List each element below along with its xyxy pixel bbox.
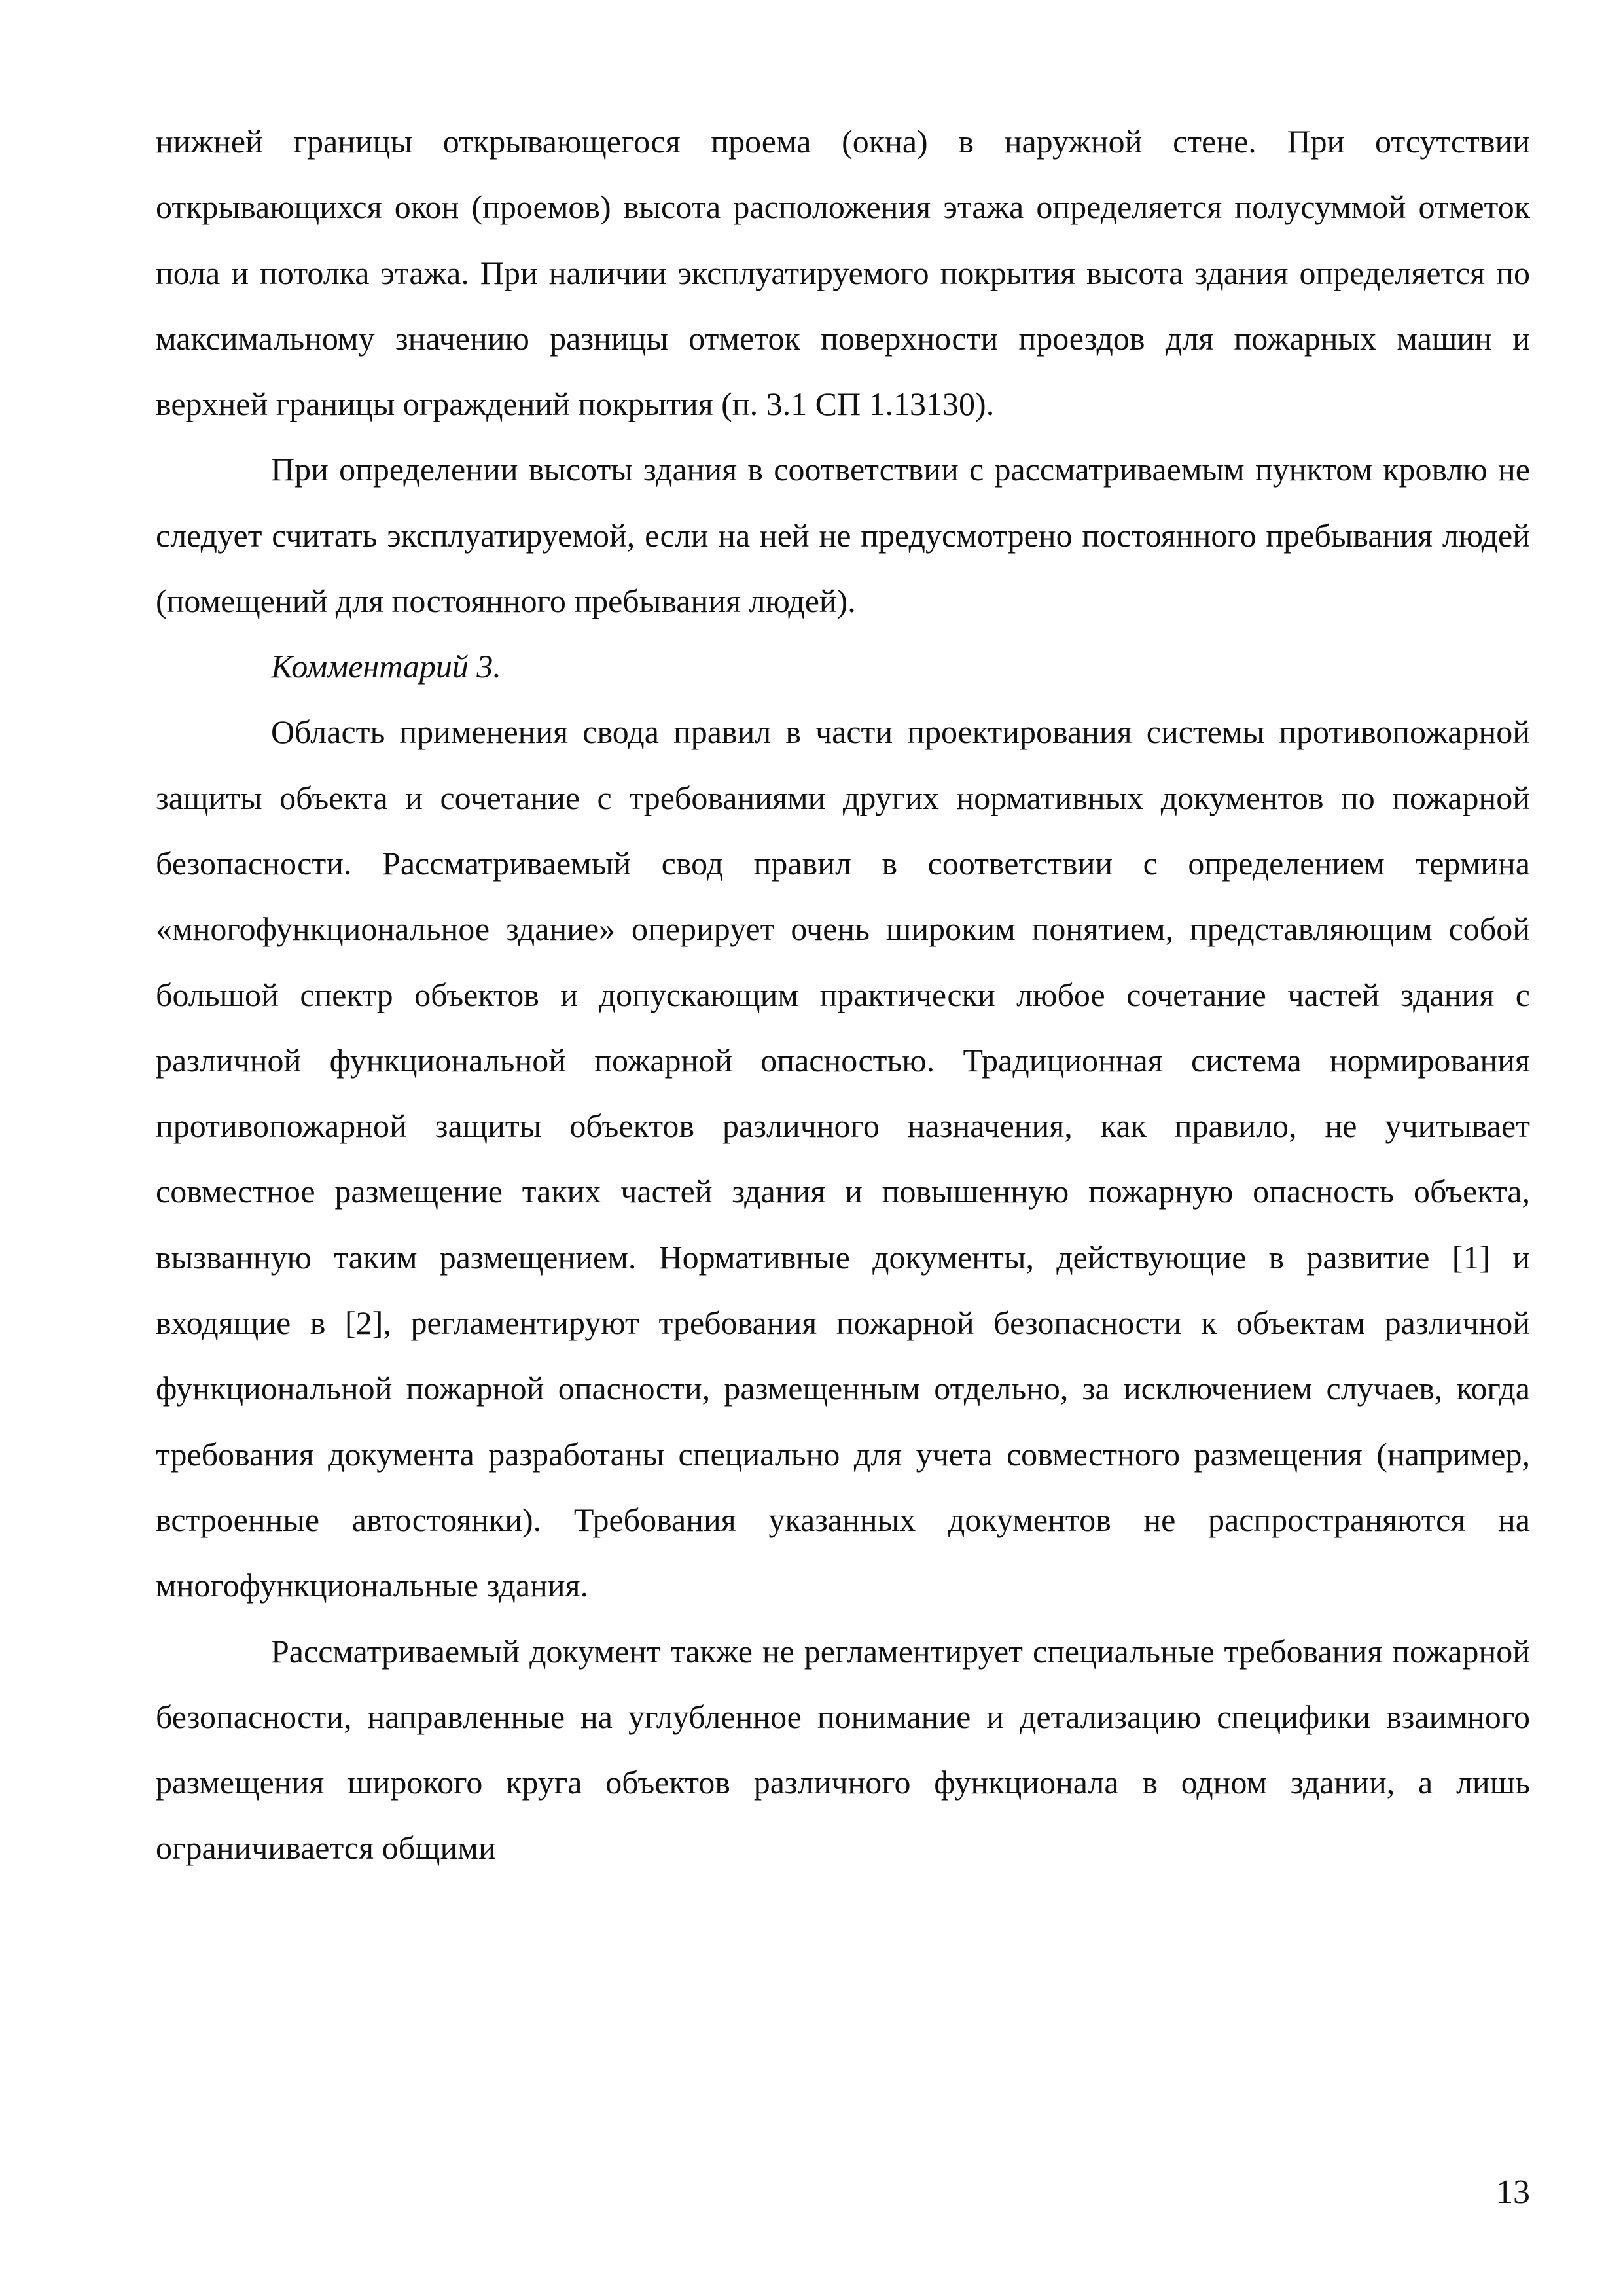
comment-paragraph-scope: Область применения свода правил в части проектирования системы противопожарной защиты объекта и сочетание с требованиями других нормативных документов по пожарной безопасности. Рассматриваемый свод правил в соответствии с определением термина «многофункциональное здание» оперирует очень широким понятием, представляющим собой большой спектр объектов и допускающим практически любое сочетание частей здания с различной функциональной пожарной опасностью. Традиционная система нормирования противопожарной защиты объектов различного назначения, как правило, не учитывает совместное размещение таких частей здания и повышенную пожарную опасность объекта, вызванную таким размещением. Нормативные документы, действующие в развитие [1] и входящие в [2], регламентируют требования пожарной безопасности к объектам различной функциональной пожарной опасности, размещенным отдельно, за исключением случаев, когда требования документа разработаны специально для учета совместного размещения (например, встроенные автостоянки). Требования указанных документов не распространяются на многофункциональные здания. — [156, 713, 1530, 1604]
document-page — [156, 109, 1530, 1881]
body-paragraph-continuation: нижней границы открывающегося проема (окна) в наружной стене. При отсутствии открывающихся окон (проемов) высота расположения этажа определяется полусуммой отметок пола и потолка этажа. При наличии эксплуатируемого покрытия высота здания определяется по максимальному значению разницы отметок поверхности проездов для пожарных машин и верхней границы ограждений покрытия (п. 3.1 СП 1.13130). — [156, 123, 1530, 423]
comment-heading: Комментарий 3. — [271, 648, 501, 685]
page-number: 13 — [1496, 2174, 1530, 2211]
body-paragraph-roof-height: При определении высоты здания в соответствии с рассматриваемым пунктом кровлю не следует считать эксплуатируемой, если на ней не предусмотрено постоянного пребывания людей (помещений для постоянного пребывания людей). — [156, 451, 1530, 620]
comment-paragraph-requirements: Рассматриваемый документ также не регламентирует специальные требования пожарной безопасности, направленные на углубленное понимание и детализацию специфики взаимного размещения широкого круга объектов различного функционала в одном здании, а лишь ограничивается общими — [156, 1632, 1530, 1867]
